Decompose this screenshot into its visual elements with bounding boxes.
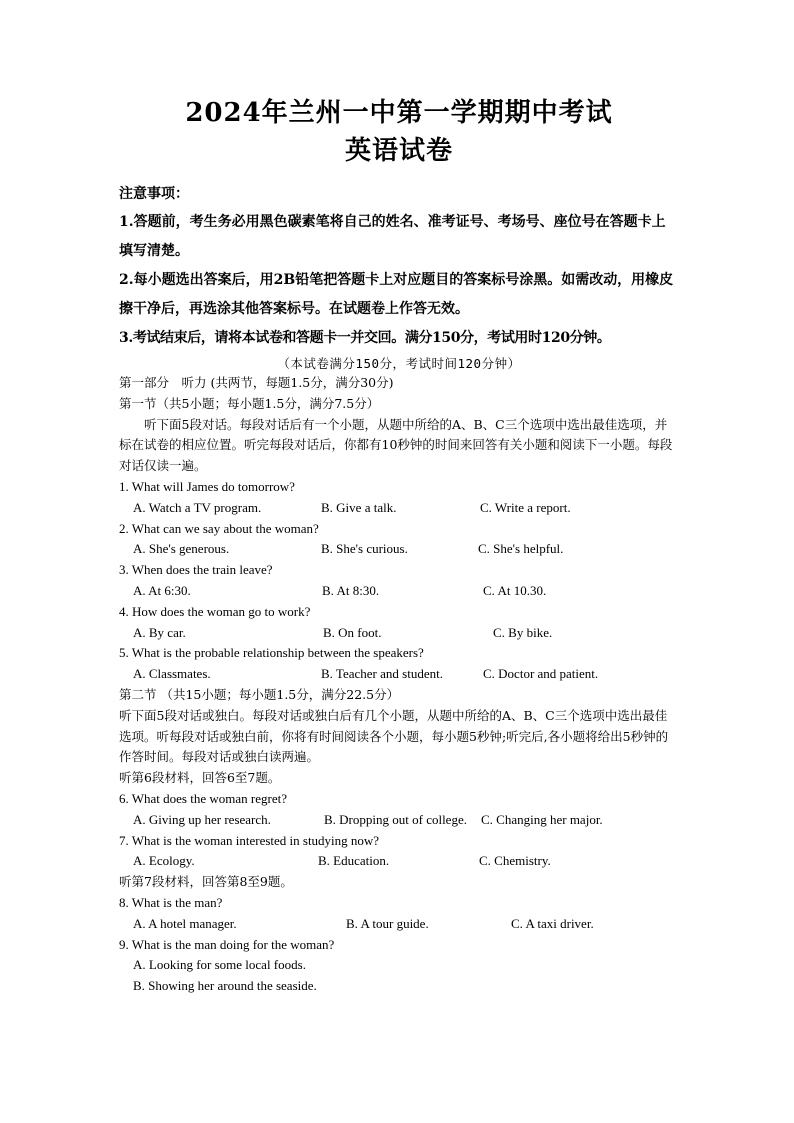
notice-item-1: 1.答题前，考生务必用黑色碳素笔将自己的姓名、准考证号、考场号、座位号在答题卡上填写清楚。 <box>119 214 666 259</box>
q4-option-b[interactable]: B. On foot. <box>323 624 382 640</box>
question-4: 4. How does the woman go to work? <box>119 603 311 619</box>
q5-option-c[interactable]: C. Doctor and patient. <box>483 666 599 682</box>
part1 <box>119 373 679 997</box>
q1-option-a[interactable]: A. Watch a TV program. <box>133 499 262 515</box>
question-7-options <box>119 851 679 872</box>
question-5-options <box>119 664 679 685</box>
notice-list <box>119 208 679 353</box>
question-3: 3. When does the train leave? <box>119 562 273 578</box>
q4-option-a[interactable]: A. By car. <box>133 624 186 640</box>
notice-heading: 注意事项： <box>119 186 189 202</box>
q5-option-a[interactable]: A. Classmates. <box>133 666 211 682</box>
q7-option-a[interactable]: A. Ecology. <box>133 853 195 869</box>
question-6-options <box>119 810 679 831</box>
q9-option-a[interactable]: A. Looking for some local foods. <box>133 957 306 973</box>
q4-option-c[interactable]: C. By bike. <box>493 624 553 640</box>
q2-option-a[interactable]: A. She's generous. <box>133 541 230 557</box>
q6-option-b[interactable]: B. Dropping out of college. <box>324 811 467 827</box>
exam-subtitle: 英语试卷 <box>344 136 453 166</box>
q5-option-b[interactable]: B. Teacher and student. <box>321 666 443 682</box>
q9-option-b[interactable]: B. Showing her around the seaside. <box>133 978 317 994</box>
question-1-options <box>119 498 679 519</box>
q2-option-b[interactable]: B. She's curious. <box>321 541 408 557</box>
q7-option-b[interactable]: B. Education. <box>318 853 390 869</box>
score-note: （本试卷满分150分，考试时间120分钟） <box>277 356 521 371</box>
q7-option-c[interactable]: C. Chemistry. <box>479 853 551 869</box>
q1-option-c[interactable]: C. Write a report. <box>480 499 571 515</box>
question-5: 5. What is the probable relationship between the speakers? <box>119 645 424 661</box>
q6-option-a[interactable]: A. Giving up her research. <box>133 811 271 827</box>
section2-instructions: 听下面5段对话或独白。每段对话或独白后有几个小题，从题中所给的A、B、C三个选项中选出最佳选项。听每段对话或独白前，你将有时间阅读各个小题，每小题5秒钟;听完后,各小题将给出5秒钟的作答时间。每段对话或独白读两遍。 <box>119 707 669 765</box>
question-2-options <box>119 539 679 560</box>
q3-option-a[interactable]: A. At 6:30. <box>133 582 191 598</box>
question-7: 7. What is the woman interested in studying now? <box>119 832 380 848</box>
question-4-options <box>119 623 679 644</box>
question-8-options <box>119 914 679 935</box>
notice-item-3: 3.考试结束后，请将本试卷和答题卡一并交回。满分150分，考试用时120分钟。 <box>119 330 611 346</box>
question-3-options <box>119 581 679 602</box>
q8-option-b[interactable]: B. A tour guide. <box>346 915 429 931</box>
section1-instructions: 听下面5段对话。每段对话后有一个小题，从题中所给的A、B、C三个选项中选出最佳选项，并标在试卷的相应位置。听完每段对话后，你都有10秒钟的时间来回答有关小题和阅读下一小题。每段对话仅读一遍。 <box>119 416 673 474</box>
question-6: 6. What does the woman regret? <box>119 790 287 806</box>
question-9: 9. What is the man doing for the woman? <box>119 936 335 952</box>
part1-heading: 第一部分 听力 (共两节，每题1.5分，满分30分) <box>119 375 394 390</box>
section1-heading: 第一节（共5小题；每小题1.5分，满分7.5分） <box>119 395 380 411</box>
question-8: 8. What is the man? <box>119 894 223 910</box>
section2-heading: 第二节 （共15小题；每小题1.5分，满分22.5分） <box>119 686 400 702</box>
exam-title: 2024年兰州一中第一学期期中考试 <box>185 98 613 128</box>
exam-page <box>119 96 679 997</box>
q6-option-c[interactable]: C. Changing her major. <box>481 811 603 827</box>
q3-option-c[interactable]: C. At 10.30. <box>483 582 547 598</box>
material-6-note: 听第6段材料，回答6至7题。 <box>119 770 281 786</box>
q8-option-c[interactable]: C. A taxi driver. <box>511 915 594 931</box>
q3-option-b[interactable]: B. At 8:30. <box>322 582 380 598</box>
q2-option-c[interactable]: C. She's helpful. <box>478 541 564 557</box>
question-1: 1. What will James do tomorrow? <box>119 478 295 494</box>
q1-option-b[interactable]: B. Give a talk. <box>321 499 397 515</box>
notice-item-2: 2.每小题选出答案后，用2B铅笔把答题卡上对应题目的答案标号涂黑。如需改动，用橡皮擦干净后，再选涂其他答案标号。在试题卷上作答无效。 <box>119 272 674 317</box>
material-7-note: 听第7段材料，回答第8至9题。 <box>119 874 293 890</box>
question-2: 2. What can we say about the woman? <box>119 520 319 536</box>
q8-option-a[interactable]: A. A hotel manager. <box>133 915 237 931</box>
